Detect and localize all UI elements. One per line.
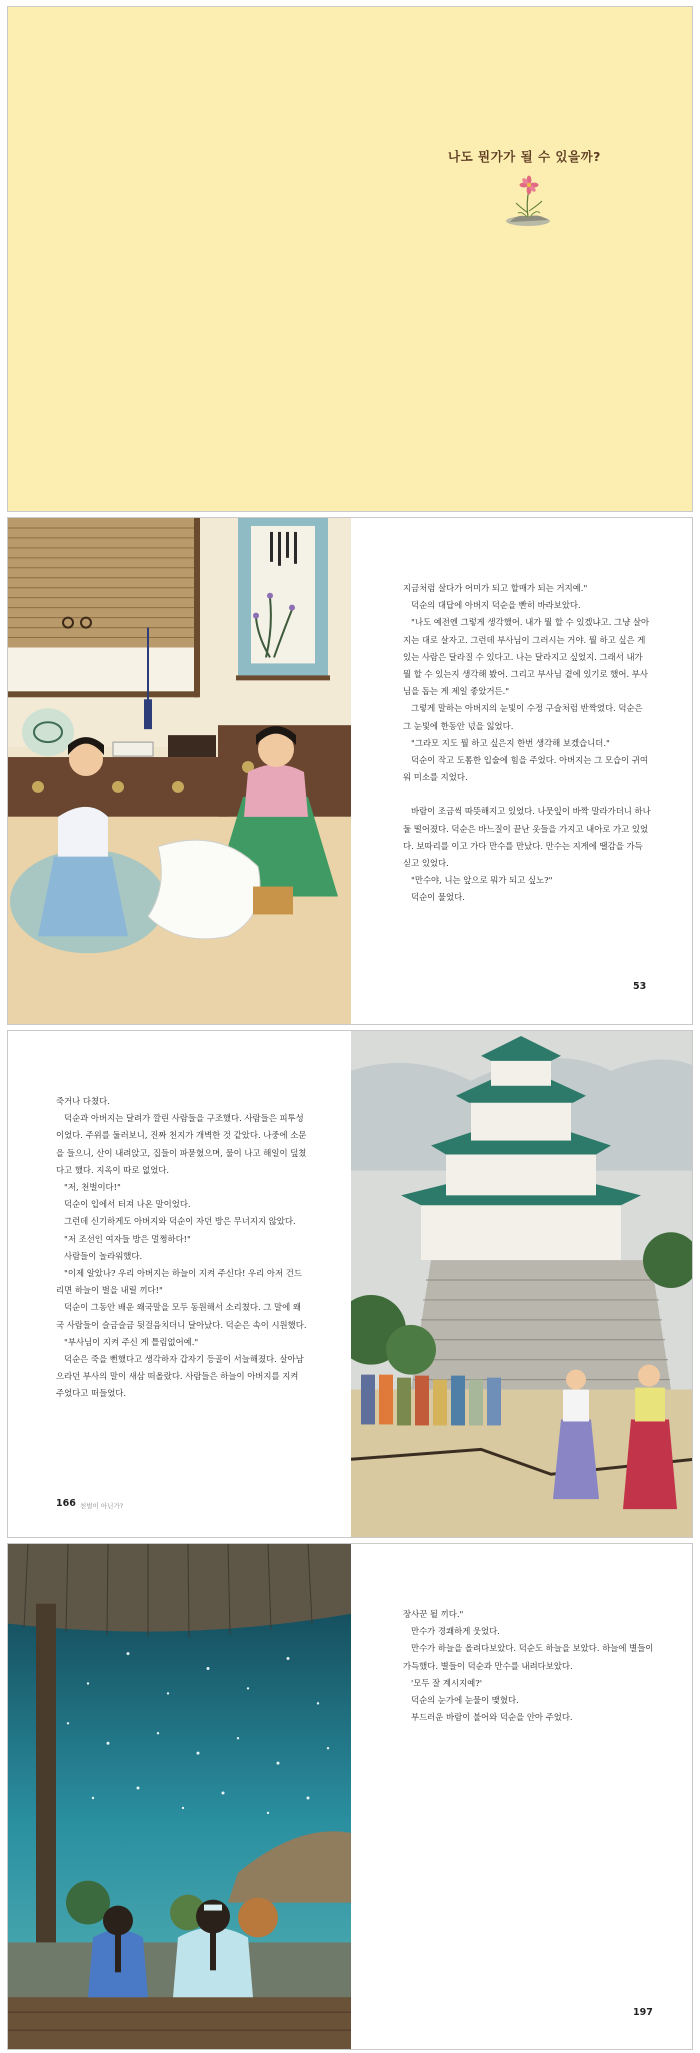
paragraph: "만수야, 니는 앞으로 뭐가 되고 싶노?" [411, 875, 553, 886]
page-number: 166 [56, 1498, 76, 1509]
paragraph: "저 조선인 여자들 방은 멀쩡하다!" [64, 1233, 191, 1244]
paragraph: 덕순과 아버지는 달려가 깔린 사람들을 구조했다. 사람들은 피투성이었다. 주위를 둘러보니, 진짜 천지가 개벽한 것 같았다. 나중에 소문을 들으니, 산이 내려앉고, 집들이 파묻혔으며, 물이 나고 해일이 덮쳤다고 했다. 지옥이 따로 없었다. [56, 1113, 307, 1175]
paragraph: 덕순은 죽을 뻔했다고 생각하자 갑자기 등골이 서늘해졌다. 살아남으라던 부사의 말이 새삼 떠올랐다. 사람들은 하늘이 아버지를 지켜 주었다고 떠들었다. [56, 1354, 304, 1399]
paragraph: 그런데 신기하게도 아버지와 덕순이 자던 방은 무너지지 않았다. [64, 1216, 296, 1227]
paragraph: 죽거나 다쳤다. [56, 1096, 110, 1106]
paragraph: "나도 예전엔 그렇게 생각했어. 내가 뭘 할 수 있겠냐고. 그냥 살아지는 대로 살자고. 그런데 부사님이 그러시는 거야. 뭘 하고 싶은 게 있는 사람은 달라질 수 있다고. 나는 달라지고 싶었지. 그래서 내가 뭘 할 수 있는지 생각해 봤어. 그리고 부사님 곁에 있기로 했어. 부사님을 돕는 게 제일 좋았거든." [403, 617, 650, 697]
page-number: 197 [633, 2007, 653, 2018]
cosmos-flower-illustration [498, 173, 568, 229]
paragraph: 사람들이 놀라워했다. [64, 1250, 143, 1261]
paragraph: 부드러운 바람이 불어와 덕순을 안아 주었다. [411, 1712, 573, 1723]
spread-page-53 [7, 517, 693, 1025]
paragraph: 그렇게 말하는 아버지의 눈빛이 수정 구슬처럼 반짝였다. 덕순은 그 눈빛에 한동안 넋을 잃었다. [403, 703, 643, 731]
paragraph: 덕순이 입에서 터져 나온 말이었다. [64, 1199, 191, 1210]
running-title: 천벌이 아닌가? [80, 1502, 124, 1510]
paragraph: "저, 천벌이다!" [64, 1182, 121, 1193]
part-title-spread [7, 6, 693, 512]
paragraph: 지금처럼 살다가 어미가 되고 할매가 되는 거지예." [403, 583, 588, 593]
sewing-room-illustration [8, 518, 351, 1024]
paragraph: '모두 잘 계시지예?' [411, 1677, 483, 1688]
body-text-page-53 [403, 580, 653, 907]
collapsed-castle-illustration [351, 1031, 693, 1537]
paragraph: 만수가 하늘을 올려다보았다. 덕순도 하늘을 보았다. 하늘에 별들이 가득했다. 별들이 덕순과 만수를 내려다보았다. [403, 1643, 654, 1671]
part-title: 나도 뭔가가 될 수 있을까? [448, 149, 601, 164]
paragraph: "이제 알았나? 우리 아버지는 하늘이 지켜 주신다! 우리 아저 건드리면 하늘이 벌을 내릴 끼다!" [56, 1268, 302, 1296]
paragraph: 덕순의 대답에 아버지 덕순을 빤히 바라보았다. [411, 600, 581, 611]
body-text-page-166 [56, 1093, 308, 1403]
paragraph: 덕순이 작고 도톰한 입술에 힘을 주었다. 아버지는 그 모습이 귀여워 미소를 지었다. [403, 755, 648, 783]
spread-page-166 [7, 1030, 693, 1538]
paragraph: 덕순의 눈가에 눈물이 맺혔다. [411, 1695, 519, 1706]
paragraph: "그라모 지도 뭘 하고 싶은지 한번 생각해 보겠습니더." [411, 737, 610, 748]
spread-page-197 [7, 1543, 693, 2050]
paragraph: 장사꾼 될 끼다." [403, 1609, 464, 1619]
paragraph: "부사님이 지켜 주신 게 틀림없어예." [64, 1336, 199, 1347]
paragraph: 바람이 조금씩 따뜻해지고 있었다. 나뭇잎이 바짝 말라가더니 하나둘 떨어졌다. 덕순은 바느질이 끝난 옷들을 가지고 내아로 가고 있었다. 보따리를 이고 가다 만수를 만났다. 만수는 지게에 땔감을 가득 싣고 있었다. [403, 806, 651, 869]
paragraph: 덕순이 그동안 배운 왜국말을 모두 동원해서 소리쳤다. 그 말에 왜국 사람들이 슬금슬금 뒷걸음치더니 달아났다. 덕순은 속이 시원했다. [56, 1302, 307, 1330]
starry-night-illustration [8, 1544, 351, 2049]
paragraph: 덕순이 물었다. [411, 892, 465, 903]
page-number: 53 [633, 981, 647, 992]
body-text-page-197 [403, 1606, 658, 1726]
paragraph: 만수가 경쾌하게 웃었다. [411, 1626, 500, 1637]
